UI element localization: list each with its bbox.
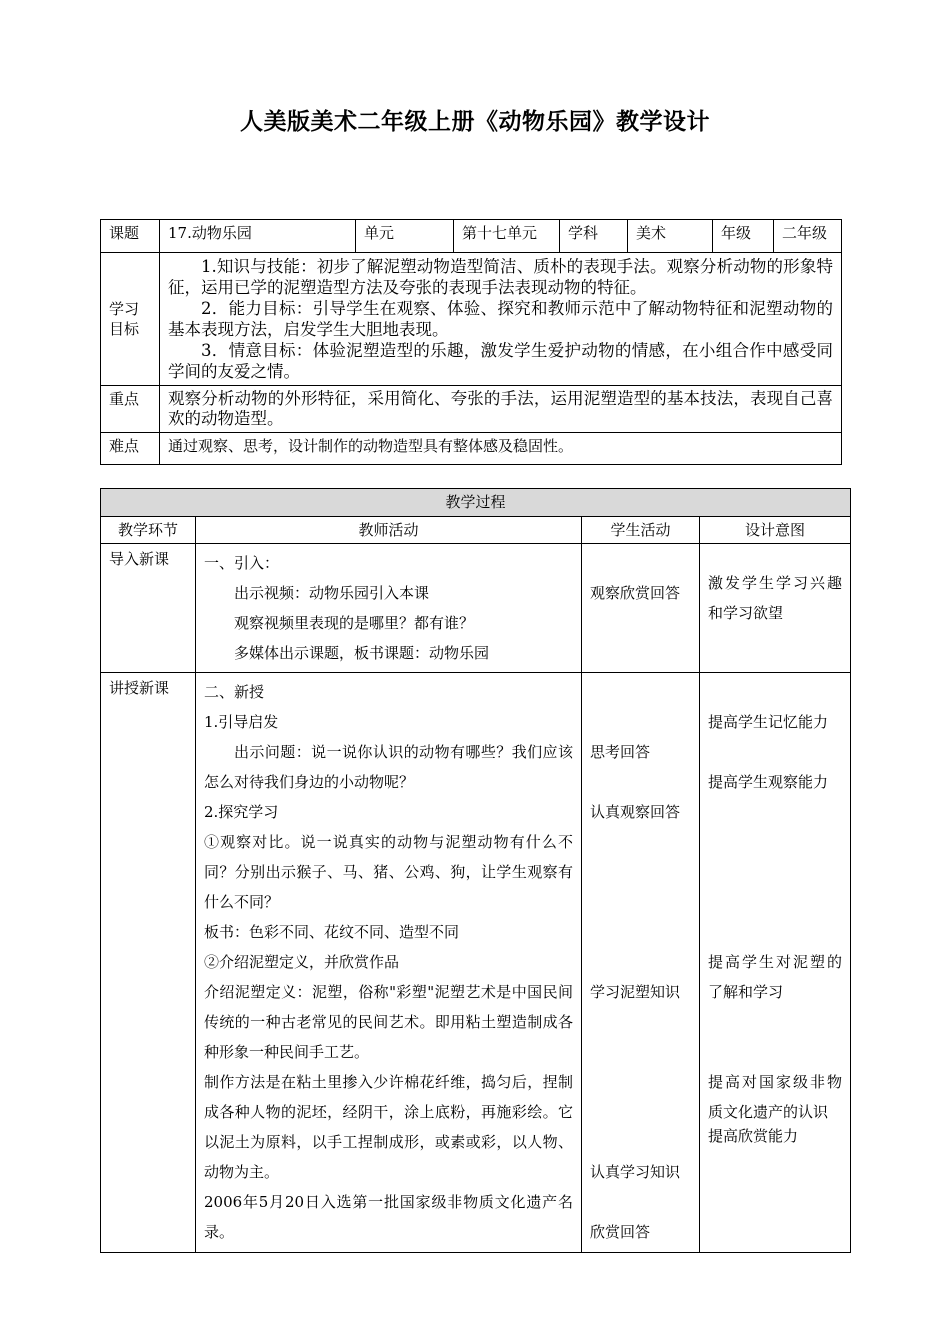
intro-design-intent: 激发学生学习兴趣和学习欲望 bbox=[700, 544, 851, 673]
lecture-stage: 讲授新课 bbox=[101, 673, 196, 1253]
lecture-row bbox=[101, 673, 851, 1253]
lecture-teacher-activity bbox=[196, 673, 582, 1253]
difficulty-label: 难点 bbox=[101, 433, 160, 465]
lecture-intent-item: 提高学生记忆能力 bbox=[708, 713, 829, 731]
goals-label-line-2: 目标 bbox=[109, 320, 140, 338]
info-row-key bbox=[101, 386, 842, 433]
subject-value: 美术 bbox=[628, 220, 713, 253]
goal-ability: 2．能力目标：引导学生在观察、体验、探究和教师示范中了解动物特征和泥塑动物的基本表现方法，启发学生大胆地表现。 bbox=[168, 299, 833, 339]
process-column-header-row bbox=[101, 517, 851, 544]
difficulty-value: 通过观察、思考，设计制作的动物造型具有整体感及稳固性。 bbox=[160, 433, 842, 465]
intro-stage: 导入新课 bbox=[101, 544, 196, 673]
lecture-teacher-line: 介绍泥塑定义：泥塑，俗称"彩塑"泥塑艺术是中国民间传统的一种古老常见的民间艺术。即用粘土塑造制成各种形象一种民间手工艺。 bbox=[204, 983, 573, 1061]
lecture-teacher-line: ②介绍泥塑定义，并欣赏作品 bbox=[204, 953, 400, 971]
intro-teacher-line: 观察视频里表现的是哪里？都有谁？ bbox=[234, 614, 475, 632]
info-row-difficulty bbox=[101, 433, 842, 465]
course-label: 课题 bbox=[101, 220, 160, 253]
page-title: 人美版美术二年级上册《动物乐园》教学设计 bbox=[240, 109, 710, 135]
lecture-student-item: 认真学习知识 bbox=[590, 1163, 681, 1181]
goal-knowledge: 1.知识与技能：初步了解泥塑动物造型简洁、质朴的表现手法。观察分析动物的形象特征，运用已学的泥塑造型方法及夸张的表现手法表现动物的特征。 bbox=[168, 257, 833, 297]
lecture-student-item: 欣赏回答 bbox=[590, 1223, 651, 1241]
info-row-goals bbox=[101, 253, 842, 386]
info-row-header bbox=[101, 220, 842, 253]
lecture-intent-item: 提高欣赏能力 bbox=[708, 1127, 799, 1145]
lecture-intent-item: 提高学生对泥塑的了解和学习 bbox=[708, 953, 843, 1001]
lecture-student-activity bbox=[582, 673, 700, 1253]
lecture-teacher-line: 2006年5月20日入选第一批国家级非物质文化遗产名录。 bbox=[204, 1193, 573, 1241]
lecture-teacher-line: 出示问题：说一说你认识的动物有哪些？我们应该怎么对待我们身边的小动物呢？ bbox=[204, 743, 573, 791]
lecture-student-item: 学习泥塑知识 bbox=[590, 983, 681, 1001]
key-label: 重点 bbox=[101, 386, 160, 433]
goals-content bbox=[160, 253, 842, 386]
grade-label: 年级 bbox=[713, 220, 774, 253]
lecture-design-intent bbox=[700, 673, 851, 1253]
column-header-stage: 教学环节 bbox=[101, 517, 196, 544]
intro-teacher-line: 出示视频：动物乐园引入本课 bbox=[234, 584, 430, 602]
intro-teacher-activity bbox=[196, 544, 582, 673]
process-heading: 教学过程 bbox=[101, 489, 851, 517]
lecture-intent-item: 提高学生观察能力 bbox=[708, 773, 829, 791]
lecture-teacher-line: ①观察对比。说一说真实的动物与泥塑动物有什么不同？分别出示猴子、马、猪、公鸡、狗，让学生观察有什么不同？ bbox=[204, 833, 573, 911]
key-value: 观察分析动物的外形特征，采用简化、夸张的手法，运用泥塑造型的基本技法，表现自己喜欢的动物造型。 bbox=[160, 386, 842, 433]
intro-teacher-line: 多媒体出示课题，板书课题：动物乐园 bbox=[234, 644, 490, 662]
subject-label: 学科 bbox=[560, 220, 628, 253]
goals-label-line-1: 学习 bbox=[109, 300, 140, 318]
lecture-student-item: 认真观察回答 bbox=[590, 803, 681, 821]
intro-row bbox=[101, 544, 851, 673]
process-heading-row bbox=[101, 489, 851, 517]
teaching-process-table bbox=[100, 488, 851, 1253]
goals-label bbox=[101, 253, 160, 386]
grade-value: 二年级 bbox=[774, 220, 842, 253]
lecture-student-item: 思考回答 bbox=[590, 743, 651, 761]
intro-student-activity: 观察欣赏回答 bbox=[582, 544, 700, 673]
lecture-teacher-line: 2.探究学习 bbox=[204, 803, 279, 821]
lesson-info-table bbox=[100, 219, 842, 465]
unit-value: 第十七单元 bbox=[454, 220, 560, 253]
goal-emotion: 3．情意目标：体验泥塑造型的乐趣，激发学生爱护动物的情感，在小组合作中感受同学间的友爱之情。 bbox=[168, 341, 833, 381]
intro-teacher-line: 一、引入： bbox=[204, 554, 280, 572]
unit-label: 单元 bbox=[356, 220, 454, 253]
column-header-intent: 设计意图 bbox=[700, 517, 851, 544]
lecture-teacher-line: 1.引导启发 bbox=[204, 713, 279, 731]
course-value: 17.动物乐园 bbox=[160, 220, 356, 253]
column-header-teacher: 教师活动 bbox=[196, 517, 582, 544]
lecture-teacher-line: 制作方法是在粘土里掺入少许棉花纤维，捣匀后，捏制成各种人物的泥坯，经阴干，涂上底粉，再施彩绘。它以泥土为原料，以手工捏制成形，或素或彩，以人物、动物为主。 bbox=[204, 1073, 573, 1181]
column-header-student: 学生活动 bbox=[582, 517, 700, 544]
lecture-teacher-line: 板书：色彩不同、花纹不同、造型不同 bbox=[204, 923, 460, 941]
lecture-intent-item: 提高对国家级非物质文化遗产的认识 bbox=[708, 1073, 843, 1121]
lecture-teacher-line: 二、新授 bbox=[204, 683, 265, 701]
